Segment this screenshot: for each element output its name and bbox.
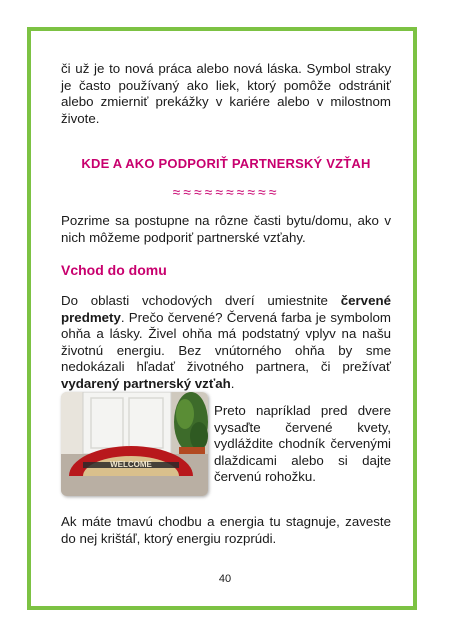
intro-paragraph: či už je to nová práca alebo nová láska. Symbol straky je často používaný ako liek, ktorý pomôže odstrániť alebo zmierniť prekážky v kariére alebo v milostnom živote.: [61, 61, 391, 126]
paragraph-3-text-a: Do oblasti vchodových dverí umiestnite: [61, 293, 341, 308]
paragraph-3-text-c: .: [230, 375, 235, 391]
paragraph-3-continued: Preto napríklad pred dvere vysaďte červené kvety, vydláždite chodník červenými dlaždicami alebo si dajte červenú rohožku.: [214, 403, 391, 484]
paragraph-2: Pozrime sa postupne na rôzne časti bytu/domu, ako v nich môžeme podporiť partnerské vzťahy.: [61, 213, 391, 245]
doormat-photo: [61, 392, 208, 496]
subheading: Vchod do domu: [61, 262, 167, 278]
paragraph-3-bold-2: vydarený partnerský vzťah: [61, 375, 231, 391]
paragraph-4: Ak máte tmavú chodbu a energia tu stagnuje, zaveste do nej krištáľ, ktorý energiu rozprúdi.: [61, 514, 391, 546]
paragraph-3: [61, 293, 391, 392]
paragraph-3-bold-1: červené predmety: [61, 293, 391, 325]
paragraph-3-text-b: . Prečo červené? Červená farba je symbolom ohňa a lásky. Živel ohňa má podstatný vplyv na našu životnú energiu. Bez vnútorného ohňa by sme nedokázali hľadať životného partnera, či prežívať: [61, 309, 391, 374]
page-number: 40: [218, 573, 232, 585]
section-heading: KDE A AKO PODPORIŤ PARTNERSKÝ VZŤAH: [81, 156, 371, 171]
ornament-divider: ≈≈≈≈≈≈≈≈≈≈: [172, 184, 280, 200]
doormat-text: WELCOME: [110, 460, 152, 469]
